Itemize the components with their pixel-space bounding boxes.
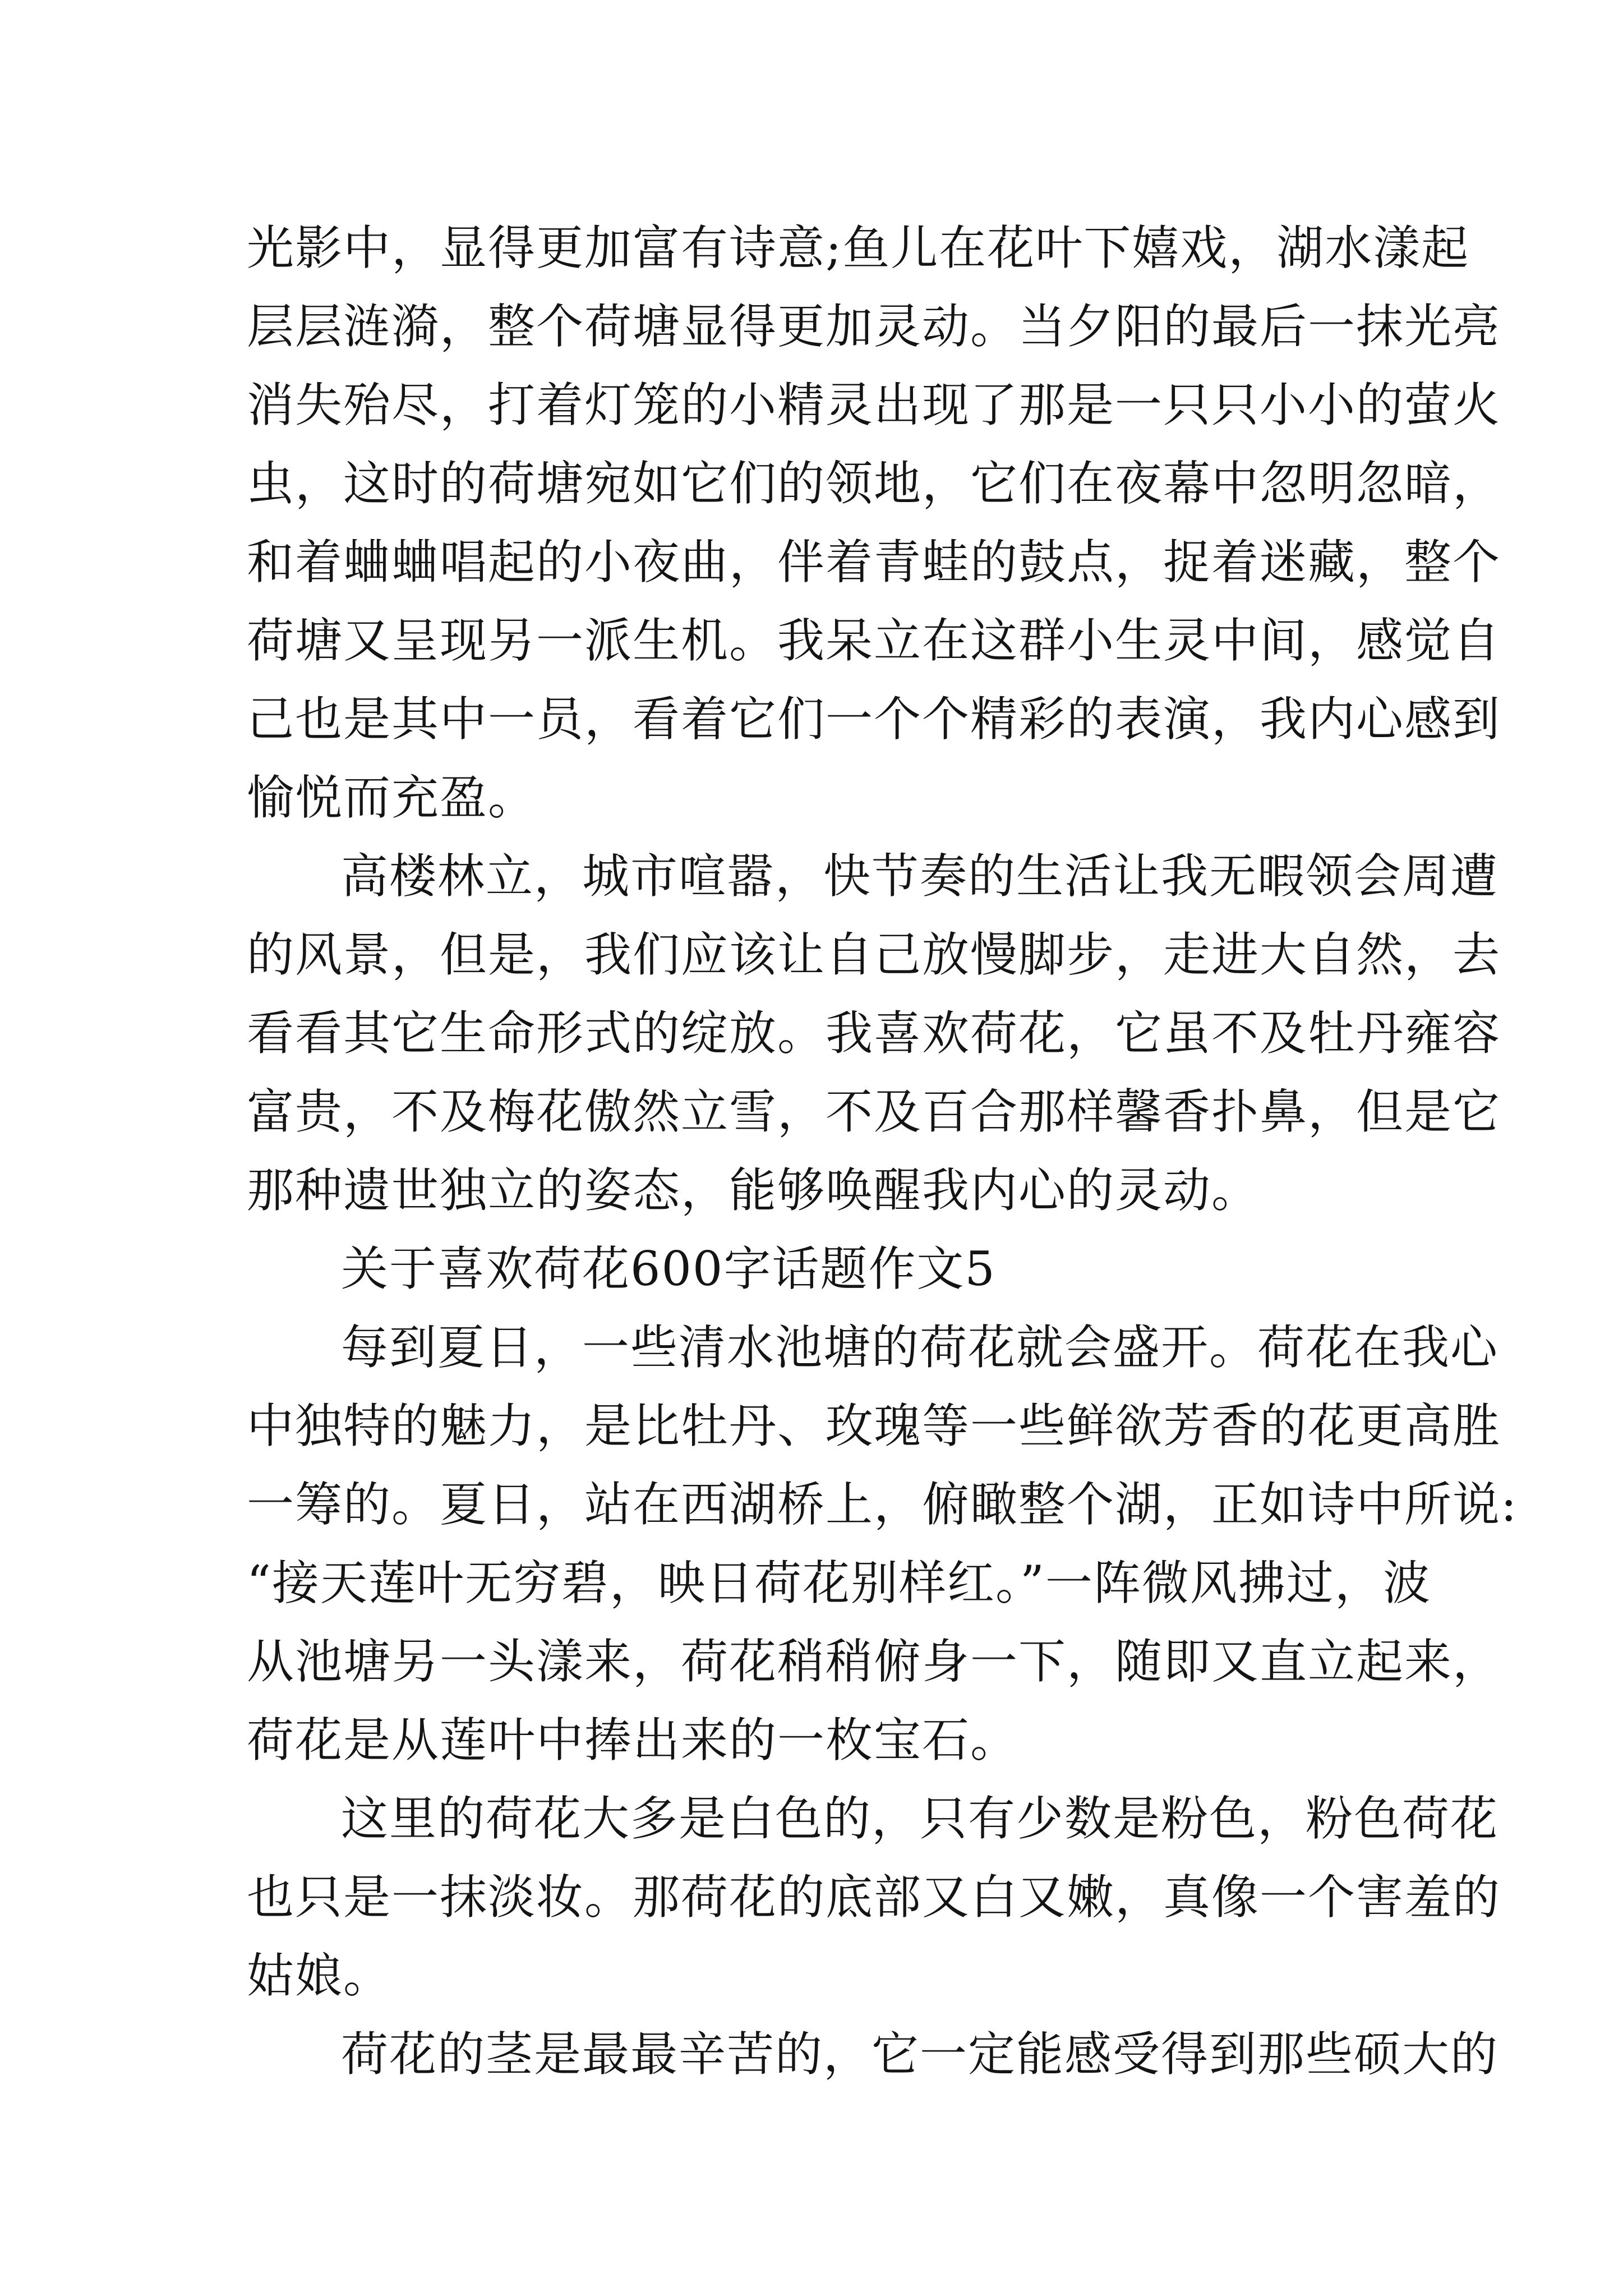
text-line: 层层涟漪，整个荷塘显得更加灵动。当夕阳的最后一抹光亮 <box>247 299 1501 354</box>
paragraph-start-line: 荷花的茎是最最辛苦的，它一定能感受得到那些硕大的 <box>341 2027 1499 2082</box>
text-line: 愉悦而充盈。 <box>247 770 537 825</box>
text-line: 也只是一抹淡妆。那荷花的底部又白又嫩，真像一个害羞的 <box>247 1870 1501 1925</box>
document-body <box>247 209 1518 2093</box>
paragraph-start-line: 这里的荷花大多是白色的，只有少数是粉色，粉色荷花 <box>341 1791 1499 1846</box>
text-line: “接天莲叶无穷碧，映日荷花别样红。”一阵微风拂过，波 <box>247 1556 1431 1611</box>
text-line: 和着蛐蛐唱起的小夜曲，伴着青蛙的鼓点，捉着迷藏，整个 <box>247 535 1501 590</box>
paragraph-start-line: 高楼林立，城市喧嚣，快节奏的生活让我无暇领会周遭 <box>341 849 1499 904</box>
text-line: 荷花是从莲叶中捧出来的一枚宝石。 <box>247 1713 1019 1768</box>
text-line: 荷塘又呈现另一派生机。我呆立在这群小生灵中间，感觉自 <box>247 613 1501 668</box>
text-line: 从池塘另一头漾来，荷花稍稍俯身一下，随即又直立起来， <box>247 1634 1501 1689</box>
text-line: 虫，这时的荷塘宛如它们的领地，它们在夜幕中忽明忽暗， <box>247 456 1501 511</box>
text-line: 己也是其中一员，看着它们一个个精彩的表演，我内心感到 <box>247 692 1501 747</box>
text-line: 富贵，不及梅花傲然立雪，不及百合那样馨香扑鼻，但是它 <box>247 1084 1501 1139</box>
paragraph-start-line: 每到夏日，一些清水池塘的荷花就会盛开。荷花在我心 <box>341 1320 1499 1375</box>
text-line: 的风景，但是，我们应该让自己放慢脚步，走进大自然，去 <box>247 927 1501 982</box>
text-line: 消失殆尽，打着灯笼的小精灵出现了那是一只只小小的萤火 <box>247 378 1501 432</box>
text-line: 姑娘。 <box>247 1948 392 2003</box>
text-line: 看看其它生命形式的绽放。我喜欢荷花，它虽不及牡丹雍容 <box>247 1006 1501 1061</box>
text-line: 那种遗世独立的姿态，能够唤醒我内心的灵动。 <box>247 1163 1260 1218</box>
text-line: 一筹的。夏日，站在西湖桥上，俯瞰整个湖，正如诗中所说: <box>247 1477 1518 1532</box>
section-heading: 关于喜欢荷花600字话题作文5 <box>341 1241 996 1296</box>
text-line: 中独特的魅力，是比牡丹、玫瑰等一些鲜欲芳香的花更高胜 <box>247 1398 1501 1453</box>
text-line: 光影中，显得更加富有诗意;鱼儿在花叶下嬉戏，湖水漾起 <box>247 220 1470 275</box>
